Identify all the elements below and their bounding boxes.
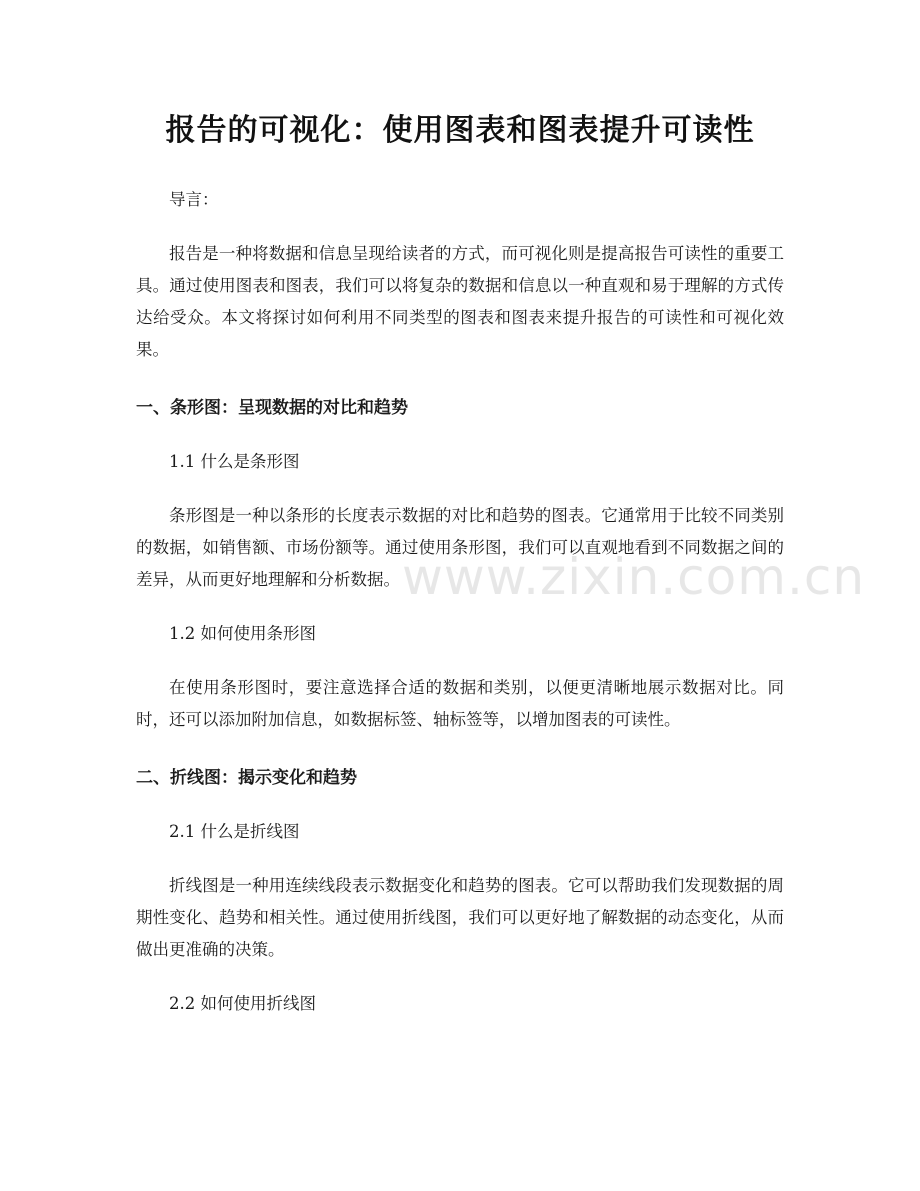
subsection-title-2-2: 2.2 如何使用折线图 [169, 994, 316, 1013]
subsection-title-1-2: 1.2 如何使用条形图 [169, 624, 316, 643]
document-title: 报告的可视化：使用图表和图表提升可读性 [165, 113, 755, 148]
subsection-title-2-1: 2.1 什么是折线图 [169, 822, 300, 841]
subsection-body-1-1: 条形图是一种以条形的长度表示数据的对比和趋势的图表。它通常用于比较不同类别的数据，如销售额、市场份额等。通过使用条形图，我们可以直观地看到不同数据之间的差异，从而更好地理解和分析数据。 [136, 506, 784, 589]
section-heading-bar-chart: 一、条形图：呈现数据的对比和趋势 [136, 398, 408, 418]
watermark: www.zixin.com.cn [402, 548, 866, 606]
subsection-body-1-2: 在使用条形图时，要注意选择合适的数据和类别，以便更清晰地展示数据对比。同时，还可以添加附加信息，如数据标签、轴标签等，以增加图表的可读性。 [136, 678, 784, 729]
section-heading-line-chart: 二、折线图：揭示变化和趋势 [136, 768, 357, 788]
subsection-body-2-1: 折线图是一种用连续线段表示数据变化和趋势的图表。它可以帮助我们发现数据的周期性变化、趋势和相关性。通过使用折线图，我们可以更好地了解数据的动态变化，从而做出更准确的决策。 [136, 876, 784, 959]
intro-paragraph: 报告是一种将数据和信息呈现给读者的方式，而可视化则是提高报告可读性的重要工具。通过使用图表和图表，我们可以将复杂的数据和信息以一种直观和易于理解的方式传达给受众。本文将探讨如何利用不同类型的图表和图表来提升报告的可读性和可视化效果。 [136, 244, 784, 359]
subsection-title-1-1: 1.1 什么是条形图 [169, 452, 300, 471]
intro-label: 导言： [169, 190, 219, 209]
